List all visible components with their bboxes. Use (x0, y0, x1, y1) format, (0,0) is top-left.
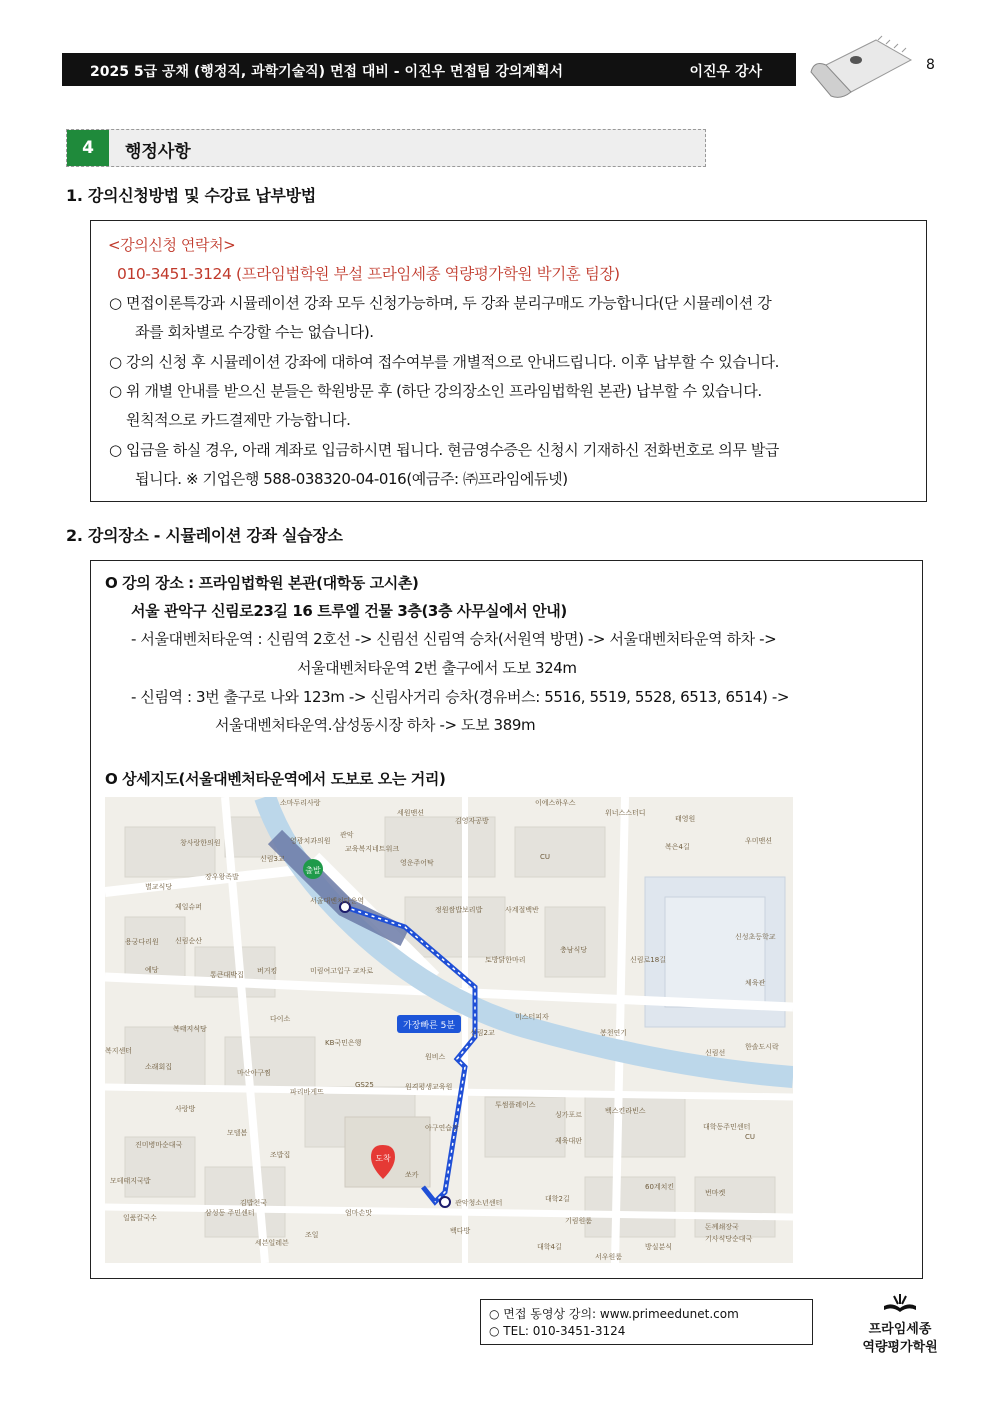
bullet-line: ○ 강의 신청 후 시뮬레이션 강좌에 대하여 접수여부를 개별적으로 안내드립니다. 이후 납부할 수 있습니다. (109, 353, 779, 371)
bullet-line: 좌를 회차별로 수강할 수는 없습니다). (135, 323, 374, 341)
map-poi-label: 세원맨션 (397, 809, 425, 817)
map-poi-label: 봉천연기 (600, 1029, 628, 1037)
map-poi-label: 교육복지네트워크 (345, 845, 400, 853)
map-poi-label: 조밥집 (270, 1151, 291, 1159)
route-line: - 서울대벤처타운역 : 신림역 2호선 -> 신림선 신림역 승차(서원역 방면) -> 서울대벤처타운역 하차 -> (131, 630, 777, 648)
map-poi-label: 모테태지국밥 (110, 1177, 151, 1185)
map-poi-label: 쏘카 (405, 1171, 419, 1179)
contact-line: 010-3451-3124 (프라임법학원 부설 프라임세종 역량평가학원 박기훈 팀장) (117, 265, 620, 283)
map-poi-label: 사계절백반 (505, 906, 539, 914)
map-poi-label: 소래회집 (145, 1063, 173, 1071)
map-poi-label: 서울대벤처타운역 (310, 897, 365, 905)
map-poi-label: 엄마손맛 (345, 1209, 373, 1217)
map-poi-label: 신림2교 (470, 1029, 495, 1037)
bullet-line: ○ 면접이론특강과 시뮬레이션 강좌 모두 신청가능하며, 두 강좌 분리구매도 가능합니다(단 시뮬레이션 강 (109, 294, 772, 312)
map-poi-label: 60계치킨 (645, 1183, 675, 1191)
header-lecturer: 이진우 강사 (689, 64, 762, 80)
map-poi-label: 원격평생교육원 (405, 1083, 453, 1091)
page-number: 8 (926, 57, 935, 73)
document-header (62, 53, 796, 86)
footer-website: ○ 면접 동영상 강의: www.primeedunet.com (489, 1307, 739, 1321)
map-poi-label: 세븐일레븐 (255, 1239, 289, 1247)
map-poi-label: 삼성동 주민센터 (205, 1209, 255, 1217)
map-poi-label: 파리바게뜨 (290, 1088, 324, 1096)
map-poi-label: 신성초등학교 (735, 933, 776, 941)
map-poi-label: 용궁다리원 (125, 938, 159, 946)
map-poi-label: 김영자공방 (455, 817, 489, 825)
footer-contact-box (480, 1299, 813, 1345)
map-poi-label: 신림로18길 (630, 956, 666, 964)
logo-name-line2: 역량평가학원 (862, 1340, 938, 1355)
bullet-line: ○ 위 개별 안내를 받으신 분들은 학원방문 후 (하단 강의장소인 프라임법학원 본관) 납부할 수 있습니다. (109, 382, 762, 400)
map-poi-label: CU (540, 853, 551, 861)
map-poi-label: 일품칼국수 (123, 1214, 157, 1222)
map-poi-label: 정원쌈밥보리밥 (435, 906, 483, 914)
map-poi-label: 장우왕족발 (205, 873, 239, 881)
map-poi-label: 돈께쇄장국 (705, 1223, 739, 1231)
lecture-place: O 강의 장소 : 프라임법학원 본관(대학동 고시촌) (105, 574, 419, 592)
route-line: 서울대벤처타운역 2번 출구에서 도보 324m (297, 659, 577, 677)
map-poi-label: 대학4길 (537, 1243, 562, 1251)
map-poi-label: 신림순산 (175, 937, 203, 945)
map-poi-label: 위너스스터디 (605, 809, 646, 817)
map-poi-label: 사랑방 (175, 1105, 196, 1113)
map-poi-label: 우미맨션 (745, 837, 773, 845)
map-poi-label: 통큰대박집 (210, 971, 244, 979)
section-title: 행정사항 (125, 142, 191, 162)
map-title: O 상세지도(서울대벤처타운역에서 도보로 오는 거리) (105, 770, 446, 788)
map-poi-label: 예당 (145, 966, 159, 974)
logo-name-line1: 프라임세종 (868, 1322, 932, 1337)
map-poi-label: GS25 (355, 1081, 374, 1089)
map-poi-label: 싱가포르 (555, 1111, 583, 1119)
map-poi-label: 마산아구찜 (237, 1069, 271, 1077)
map-poi-label: 김밥천국 (240, 1199, 268, 1207)
map-end-label: 도착 (375, 1154, 391, 1163)
map-poi-label: 토방닭한마리 (485, 956, 526, 964)
map-poi-label: 복태지식당 (173, 1025, 207, 1033)
map-poi-label: 신림3교 (260, 855, 285, 863)
route-line: - 신림역 : 3번 출구로 나와 123m -> 신림사거리 승차(경유버스: 5516, 5519, 5528, 6513, 6514) -> (131, 688, 790, 706)
map-poi-label: 번마켓 (705, 1189, 726, 1197)
map-poi-label: 관악청소년센터 (455, 1199, 503, 1207)
map-poi-label: 대학동주민센터 (703, 1123, 751, 1131)
map-time-badge: 가장빠른 5분 (402, 1021, 456, 1031)
map-poi-label: 관악 (340, 831, 354, 839)
footer-phone: ○ TEL: 010-3451-3124 (489, 1324, 626, 1338)
map-poi-label: 미림여고입구 교차로 (310, 967, 374, 975)
academy-logo (855, 1290, 945, 1360)
part2-heading: 2. 강의장소 - 시뮬레이션 강좌 실습장소 (66, 526, 343, 545)
map-poi-label: 영운주어탁 (400, 859, 434, 867)
map-poi-label: 소마두리사랑 (280, 799, 321, 807)
map-poi-label: 제육대판 (555, 1137, 583, 1145)
map-poi-label: 모델봄 (227, 1129, 248, 1137)
book-icon (880, 1290, 920, 1314)
map-poi-label: 조일 (305, 1231, 319, 1239)
bullet-line: ○ 입금을 하실 경우, 아래 계좌로 입금하시면 됩니다. 현금영수증은 신청시 기재하신 전화번호로 의무 발급 (109, 441, 779, 459)
map-poi-label: 기사식당순대국 (705, 1235, 753, 1243)
map-poi-label: 버거킹 (257, 967, 278, 975)
map-poi-label: 서우원룸 (595, 1253, 623, 1261)
map-start-label: 출발 (305, 866, 321, 875)
map-poi-label: 태영원 (675, 815, 696, 823)
walking-map (105, 797, 793, 1263)
map-poi-label: 기림원룸 (565, 1217, 593, 1225)
map-poi-label: KB국민은행 (325, 1039, 362, 1047)
header-title: 2025 5급 공채 (행정직, 과학기술직) 면접 대비 - 이진우 면접팀 강의계획서 (90, 64, 563, 80)
map-poi-label: 복지센터 (105, 1047, 133, 1055)
map-poi-label: 대학2길 (545, 1195, 570, 1203)
map-poi-label: 한솔도시락 (745, 1043, 779, 1051)
map-poi-label: 신림선 (705, 1049, 726, 1057)
map-poi-label: 복은4길 (665, 843, 690, 851)
map-canvas (105, 797, 793, 1263)
map-poi-label: 제일슈퍼 (175, 903, 203, 911)
map-poi-label: 원비스 (425, 1053, 446, 1061)
bullet-line: 됩니다. ※ 기업은행 588-038320-04-016(예금주: ㈜프라임에듀넷) (135, 470, 568, 488)
scroll-icon (806, 30, 916, 100)
map-poi-label: 백스킨라빈스 (605, 1107, 646, 1115)
map-poi-label: CU (745, 1133, 756, 1141)
contact-label: <강의신청 연락처> (108, 236, 236, 254)
map-poi-label: 영광치과의원 (290, 837, 331, 845)
part1-heading: 1. 강의신청방법 및 수강료 납부방법 (66, 186, 316, 205)
map-poi-label: 방실분식 (645, 1243, 673, 1251)
map-poi-label: 아구연습장 (425, 1124, 459, 1132)
map-poi-label: 별교식당 (145, 883, 173, 891)
map-poi-label: 다이소 (270, 1015, 291, 1023)
route-line: 서울대벤처타운역.삼성동시장 하차 -> 도보 389m (215, 716, 536, 734)
map-poi-label: 충남식당 (560, 946, 588, 954)
map-poi-label: 이에스하우스 (535, 799, 576, 807)
section-title-bar (66, 129, 706, 167)
section-number: 4 (67, 130, 109, 166)
map-poi-label: 체육관 (745, 979, 766, 987)
bullet-line: 원칙적으로 카드결제만 가능합니다. (126, 411, 351, 429)
map-poi-label: 백다방 (450, 1227, 471, 1235)
map-poi-label: 미스터피자 (515, 1013, 549, 1021)
application-info-box (90, 220, 927, 502)
map-poi-label: 투썸플레이스 (495, 1101, 536, 1109)
map-poi-label: 창사랑한의원 (180, 839, 221, 847)
address: 서울 관악구 신림로23길 16 트루엘 건물 3층(3층 사무실에서 안내) (131, 602, 567, 620)
map-poi-label: 진미병마순대국 (135, 1141, 183, 1149)
